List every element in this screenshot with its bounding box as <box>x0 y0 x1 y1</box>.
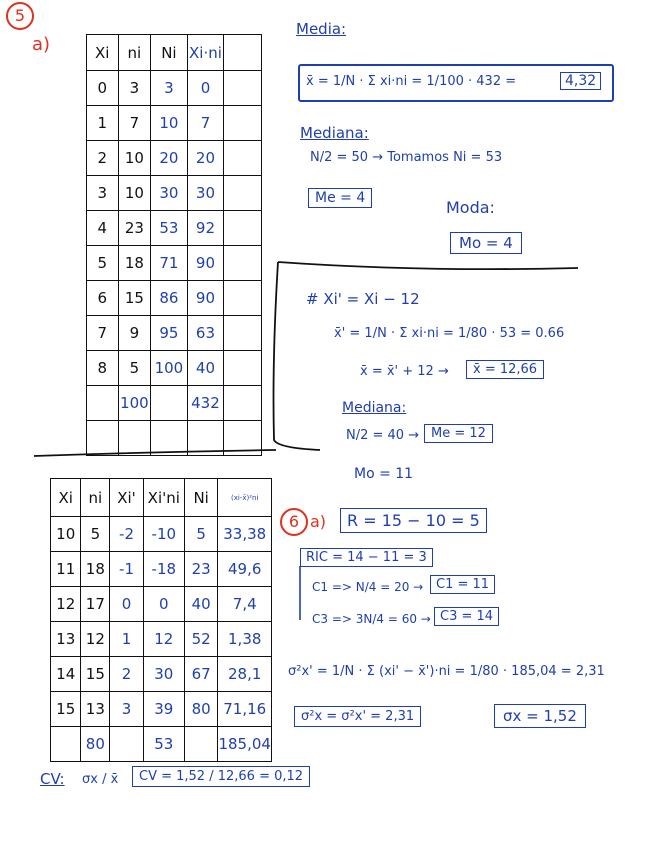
cell: 12 <box>143 622 184 657</box>
cell: 185,04 <box>218 727 272 762</box>
cell: 4 <box>87 211 119 246</box>
part-a-label: a) <box>32 34 51 55</box>
transform-moda: Mo = 11 <box>354 466 414 482</box>
cell <box>110 727 144 762</box>
cell: 10 <box>118 176 151 211</box>
cell: 10 <box>51 517 81 552</box>
cell: 14 <box>51 657 81 692</box>
cell: 5 <box>184 517 218 552</box>
transform-mean-line: x̄ = x̄' + 12 → <box>360 364 449 379</box>
cell: 40 <box>187 351 224 386</box>
cell: 15 <box>118 281 151 316</box>
cell: 53 <box>151 211 187 246</box>
cell: 90 <box>187 246 224 281</box>
cell: 2 <box>87 141 119 176</box>
cell: 71 <box>151 246 187 281</box>
transform-mediana-result: Me = 12 <box>424 424 493 443</box>
transform-mean-result: x̄ = 12,66 <box>466 360 544 379</box>
cell: 18 <box>118 246 151 281</box>
cell: 49,6 <box>218 552 272 587</box>
header-xi: Xi <box>51 479 81 517</box>
cell: 63 <box>187 316 224 351</box>
cell: -10 <box>143 517 184 552</box>
cell: 18 <box>81 552 110 587</box>
cell: -2 <box>110 517 144 552</box>
cell: 15 <box>51 692 81 727</box>
header-xi-prime-ni: Xi'ni <box>143 479 184 517</box>
cell: 1 <box>87 106 119 141</box>
cell: 52 <box>184 622 218 657</box>
table-row <box>51 552 272 587</box>
cell: 7 <box>118 106 151 141</box>
cell: 9 <box>118 316 151 351</box>
cell: 13 <box>51 622 81 657</box>
cell: 100 <box>151 351 187 386</box>
part-b-number-badge <box>280 508 308 536</box>
cell: 0 <box>187 71 224 106</box>
cell: 3 <box>151 71 187 106</box>
part-b-label: a) <box>310 512 327 531</box>
cell: 3 <box>87 176 119 211</box>
cell: 3 <box>110 692 144 727</box>
moda-title: Moda: <box>446 198 495 217</box>
table-total-row <box>51 727 272 762</box>
cell: 5 <box>87 246 119 281</box>
cell: 86 <box>151 281 187 316</box>
cell: 7,4 <box>218 587 272 622</box>
cell: 39 <box>143 692 184 727</box>
moda-result: Mo = 4 <box>450 232 522 254</box>
cv-result: CV = 1,52 / 12,66 = 0,12 <box>132 766 310 787</box>
transform-def: # Xi' = Xi − 12 <box>306 290 420 308</box>
media-result: 4,32 <box>560 72 601 90</box>
table-row <box>51 622 272 657</box>
header-squared-deviation: (xi-x̄)²ni <box>218 479 272 517</box>
exercise-number: 5 <box>14 6 26 25</box>
cell: 10 <box>118 141 151 176</box>
c1-line: C1 => N/4 = 20 → <box>312 580 424 594</box>
cell: 7 <box>87 316 119 351</box>
cell: 6 <box>87 281 119 316</box>
cell: 13 <box>81 692 110 727</box>
cell: 11 <box>51 552 81 587</box>
cell: 80 <box>184 692 218 727</box>
cell: 80 <box>81 727 110 762</box>
cell: 0 <box>110 587 144 622</box>
variance-formula: σ²x' = 1/N · Σ (xi' − x̄')·ni = 1/80 · 185,04 = 2,31 <box>288 664 605 679</box>
part-b-number: 6 <box>288 512 300 531</box>
table-header-row <box>51 479 272 517</box>
cell: 40 <box>184 587 218 622</box>
ric-result: RIC = 14 − 11 = 3 <box>300 548 433 567</box>
cell: 90 <box>187 281 224 316</box>
frequency-table-2 <box>50 478 272 762</box>
c3-result: C3 = 14 <box>434 607 499 626</box>
mediana-result: Me = 4 <box>308 188 372 208</box>
cell: 0 <box>143 587 184 622</box>
cell: 1,38 <box>218 622 272 657</box>
cell: 20 <box>187 141 224 176</box>
header-xi-prime: Xi' <box>110 479 144 517</box>
cell: 12 <box>81 622 110 657</box>
cell: 7 <box>187 106 224 141</box>
cell: 5 <box>81 517 110 552</box>
header-Ni: Ni <box>151 35 187 71</box>
cell: 8 <box>87 351 119 386</box>
cell: 1 <box>110 622 144 657</box>
media-formula: x̄ = 1/N · Σ xi·ni = 1/100 · 432 = <box>306 74 517 89</box>
cell: 100 <box>118 386 151 421</box>
cell: 67 <box>184 657 218 692</box>
cell: 23 <box>184 552 218 587</box>
transform-mean-prime: x̄' = 1/N · Σ xi·ni = 1/80 · 53 = 0.66 <box>334 326 565 341</box>
transform-mediana-line: N/2 = 40 → <box>346 428 420 443</box>
header-Ni: Ni <box>184 479 218 517</box>
cell: 3 <box>118 71 151 106</box>
cell <box>51 727 81 762</box>
cell: -18 <box>143 552 184 587</box>
cell: 432 <box>187 386 224 421</box>
header-ni: ni <box>81 479 110 517</box>
header-ni: ni <box>118 35 151 71</box>
cv-formula: σx / x̄ <box>82 772 119 787</box>
cell: 20 <box>151 141 187 176</box>
cell: -1 <box>110 552 144 587</box>
cell: 30 <box>151 176 187 211</box>
cell: 23 <box>118 211 151 246</box>
table-row <box>51 692 272 727</box>
cell: 5 <box>118 351 151 386</box>
mediana-line: N/2 = 50 → Tomamos Ni = 53 <box>310 150 503 165</box>
variance-equality: σ²x = σ²x' = 2,31 <box>294 706 421 727</box>
cell: 71,16 <box>218 692 272 727</box>
cell: 0 <box>87 71 119 106</box>
table-row <box>51 657 272 692</box>
c1-result: C1 = 11 <box>430 575 495 594</box>
cell: 28,1 <box>218 657 272 692</box>
cell: 12 <box>51 587 81 622</box>
cell: 53 <box>143 727 184 762</box>
range-result: R = 15 − 10 = 5 <box>340 508 487 533</box>
c3-line: C3 => 3N/4 = 60 → <box>312 612 431 626</box>
cell: 2 <box>110 657 144 692</box>
header-xi: Xi <box>87 35 119 71</box>
cell: 33,38 <box>218 517 272 552</box>
mediana-title: Mediana: <box>300 124 369 142</box>
cell: 15 <box>81 657 110 692</box>
transform-mediana-title: Mediana: <box>342 400 407 416</box>
table-row <box>51 517 272 552</box>
sd-result: σx = 1,52 <box>494 704 586 728</box>
cv-label: CV: <box>40 770 65 788</box>
cell: 30 <box>143 657 184 692</box>
cell: 17 <box>81 587 110 622</box>
cell: 92 <box>187 211 224 246</box>
media-title: Media: <box>296 20 347 38</box>
cell: 30 <box>187 176 224 211</box>
cell: 95 <box>151 316 187 351</box>
header-xini: Xi·ni <box>187 35 224 71</box>
cell: 10 <box>151 106 187 141</box>
cell <box>184 727 218 762</box>
table-row <box>51 587 272 622</box>
